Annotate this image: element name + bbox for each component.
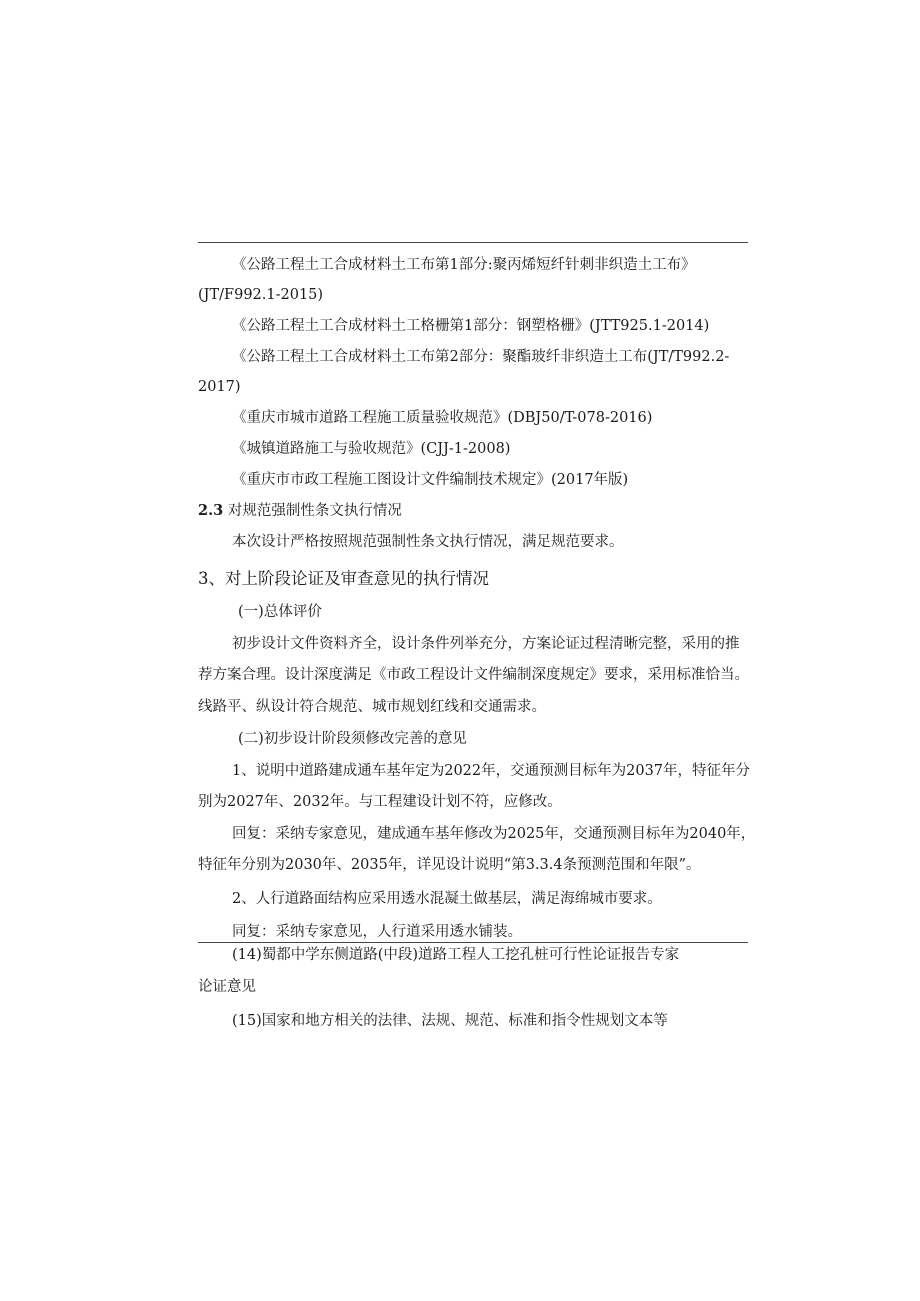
- reference-line: 2017): [198, 379, 241, 395]
- section-3-heading: 3、对上阶段论证及审查意见的执行情况: [198, 569, 489, 588]
- bottom-divider: [198, 942, 748, 943]
- section-number: 2.3: [198, 502, 224, 519]
- reference-line: 《公路工程土工合成材料土工布第2部分：聚酯玻纤非织造土工布(JT/T992.2-: [232, 349, 730, 365]
- reference-line: 《公路工程土工合成材料土工格栅第1部分：钢塑格栅》(JTT925.1-2014): [232, 318, 710, 334]
- reply-line: 同复：采纳专家意见，人行道采用透水铺装。: [232, 924, 522, 940]
- evaluation-line: 初步设计文件资料齐全，设计条件列举充分，方案论证过程清晰完整，采用的推: [232, 636, 740, 652]
- top-divider: [198, 242, 748, 243]
- reference-line: 《重庆市市政工程施工图设计文件编制技术规定》(2017年版): [232, 472, 629, 488]
- subheading-revisions: (二)初步设计阶段须修改完善的意见: [238, 731, 467, 747]
- basis-item: (14)蜀都中学东侧道路(中段)道路工程人工挖孔桩可行性论证报告专家: [232, 947, 680, 963]
- opinion-line: 别为2027年、2032年。与工程建设计划不符，应修改。: [198, 794, 562, 810]
- reply-line: 回复：采纳专家意见，建成通车基年修改为2025年，交通预测目标年为2040年，: [232, 826, 756, 842]
- reference-line: 《公路工程土工合成材料土工布第1部分:聚丙烯短纤针刺非织造土工布》: [232, 257, 696, 273]
- opinion-line: 2、人行道路面结构应采用透水混凝土做基层，满足海绵城市要求。: [232, 891, 662, 907]
- section-2-3-body: 本次设计严格按照规范强制性条文执行情况，满足规范要求。: [232, 534, 624, 550]
- reference-line: 《城镇道路施工与验收规范》(CJJ-1-2008): [232, 441, 511, 457]
- evaluation-line: 线路平、纵设计符合规范、城市规划红线和交通需求。: [198, 699, 546, 715]
- basis-item: 论证意见: [198, 979, 256, 995]
- basis-item: (15)国家和地方相关的法律、法规、规范、标准和指令性规划文本等: [232, 1013, 668, 1029]
- reference-line: 《重庆市城市道路工程施工质量验收规范》(DBJ50/T-078-2016): [232, 410, 653, 426]
- subheading-overall: (一)总体评价: [238, 604, 322, 620]
- evaluation-line: 荐方案合理。设计深度满足《市政工程设计文件编制深度规定》要求，采用标准恰当。: [198, 667, 749, 683]
- section-2-3-heading: [198, 502, 402, 520]
- section-title: 对规范强制性条文执行情况: [227, 503, 402, 519]
- opinion-line: 1、说明中道路建成通车基年定为2022年，交通预测目标年为2037年，特征年分: [232, 763, 751, 779]
- reference-line: (JT/F992.1-2015): [198, 287, 324, 303]
- reply-line: 特征年分别为2030年、2035年，详见设计说明“第3.3.4条预测范围和年限”。: [198, 857, 701, 873]
